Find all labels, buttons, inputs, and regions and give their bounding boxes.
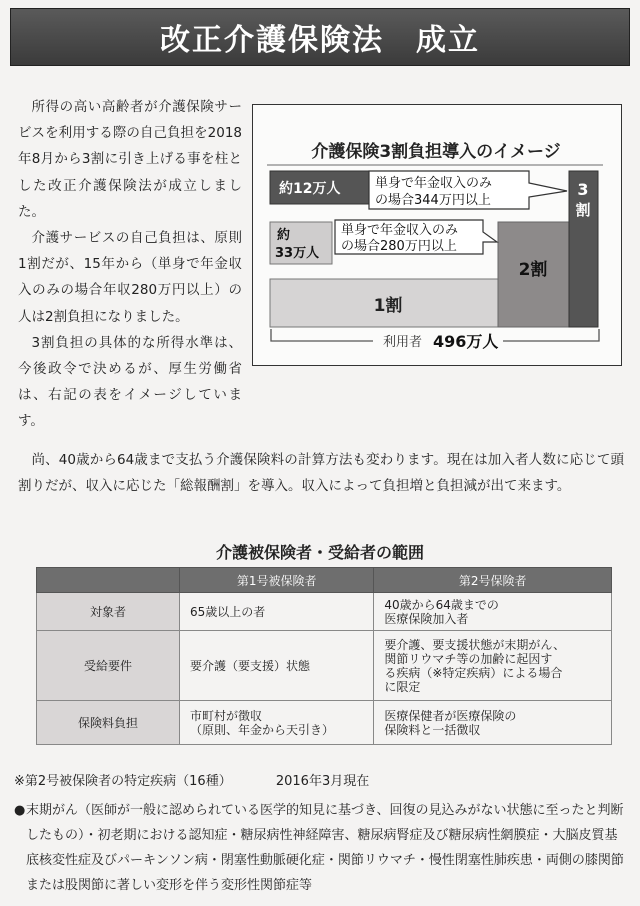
- callout-top-line-2: の場合344万円以上: [375, 193, 491, 208]
- cell-line: 要介護、要支援状態が末期がん、: [384, 637, 566, 652]
- table-cell: [374, 593, 612, 631]
- contribution-paragraph: 尚、40歳から64歳まで支払う介護保険料の計算方法も変わります。現在は加入者人数に応じて頭割りだが、収入に応じた「総報酬割」を導入。収入によって負担増と負担減が出て来ます。: [18, 452, 624, 494]
- intro-text: [18, 94, 242, 435]
- note-left: ※第2号被保険者の特定疾病（16種）: [14, 774, 232, 789]
- cell-line: 保険料と一括徴収: [384, 722, 481, 737]
- burden-image-figure: [252, 104, 622, 366]
- table-cell: 65歳以上の者: [180, 593, 374, 631]
- table-header-col1: 第1号被保険者: [180, 568, 374, 593]
- figure-title: 介護保険3割負担導入のイメージ: [311, 142, 561, 162]
- label-2-wari: 2割: [518, 260, 548, 280]
- note-date: 2016年3月現在: [275, 774, 370, 789]
- title-banner: [10, 8, 630, 66]
- table-header-blank: [37, 568, 180, 593]
- row-label: 対象者: [37, 593, 180, 631]
- table-cell: [374, 631, 612, 701]
- table-row: [37, 631, 612, 701]
- table-cell: 要介護（要支援）状態: [180, 631, 374, 701]
- callout-mid-line-1: 単身で年金収入のみ: [341, 223, 459, 238]
- band-33man-label-1: 約: [277, 228, 291, 243]
- table-header-col2: 第2号保険者: [374, 568, 612, 593]
- users-label: 利用者: [383, 335, 423, 350]
- cell-line: 市町村が徴収: [190, 708, 263, 723]
- band-33man-label-2: 33万人: [275, 246, 320, 261]
- users-value: 496万人: [433, 332, 499, 351]
- cell-line: （原則、年金から天引き）: [190, 722, 335, 737]
- intro-paragraph-1: 所得の高い高齢者が介護保険サービスを利用する際の自己負担を2018年8月から3割に引き上げる事を柱とした改正介護保険法が成立しました。: [18, 99, 242, 220]
- cell-line: 医療保険加入者: [384, 611, 469, 626]
- cell-line: 医療保健者が医療保険の: [384, 708, 517, 723]
- table-cell: [374, 701, 612, 745]
- row-label: 保険料負担: [37, 701, 180, 745]
- specific-disease-note: [14, 770, 409, 789]
- table-title: 介護被保険者・受給者の範囲: [215, 543, 424, 562]
- intro-paragraph-3: 3割負担の具体的な所得水準は、今後政令で決めるが、厚生労働省は、右記の表をイメージしています。: [18, 334, 242, 430]
- cell-line: 40歳から64歳までの: [384, 597, 499, 612]
- disease-list: [14, 798, 626, 898]
- cell-line: に限定: [384, 679, 421, 694]
- band-12man-label: 約12万人: [279, 181, 341, 197]
- page-title: 改正介護保険法 成立: [160, 23, 480, 58]
- table-row: [37, 593, 612, 631]
- callout-top-line-1: 単身で年金収入のみ: [375, 176, 493, 191]
- label-3-wari-b: 割: [575, 201, 591, 219]
- table-row: [37, 701, 612, 745]
- bullet-mark: ●: [14, 803, 26, 818]
- cell-line: 関節リウマチ等の加齢に起因す: [384, 651, 553, 666]
- coverage-table: [36, 567, 612, 745]
- disease-list-text: 末期がん（医師が一般に認められている医学的知見に基づき、回復の見込みがない状態に至ったと判断したもの）・初老期における認知症・糖尿病性神経障害、糖尿病腎症及び糖尿病性網膜症・大脳皮質基底核変性症及びパーキンソン病・閉塞性動脈硬化症・関節リウマチ・慢性閉塞性肺疾患・両側の膝関節または股関節に著しい変形を伴う変形性関節症等: [26, 803, 624, 893]
- row-label: 受給要件: [37, 631, 180, 701]
- intro-paragraph-2: 介護サービスの自己負担は、原則1割だが、15年から（単身で年金収入のみの場合年収280万円以上）の人は2割負担になりました。: [18, 230, 242, 325]
- label-3-wari-a: 3: [577, 180, 589, 199]
- cell-line: る疾病（※特定疾病）による場合: [384, 665, 563, 680]
- callout-mid-line-2: の場合280万円以上: [341, 239, 457, 254]
- table-cell: [180, 701, 374, 745]
- table-header-row: [37, 568, 612, 593]
- label-1-wari: 1割: [373, 296, 403, 316]
